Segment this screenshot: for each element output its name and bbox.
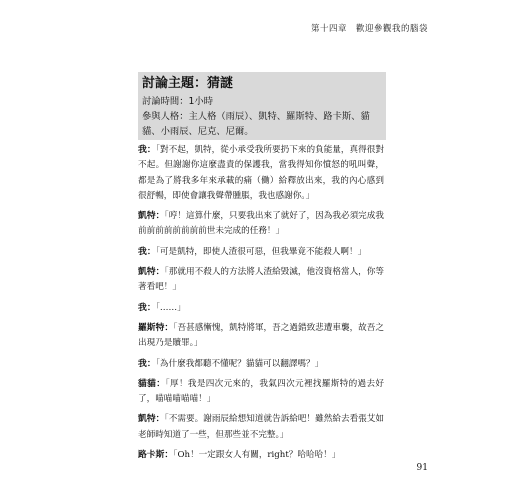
- dialogue-body: [138, 143, 384, 468]
- speech-text: 「……」: [155, 302, 186, 313]
- dialogue-line: [138, 357, 384, 372]
- speech-text: 「不需要。謝雨辰給想知道就告訴給吧！雖然給去看張艾如老師時知道了一些，但那些並不完整。」: [138, 414, 384, 440]
- speech-text: 「對不起，凱特，從小承受我所要扔下來的負能量，真得很對不起。但謝謝你這麼盡責的保護我，當我得知你憤怒的吼叫聲，都是為了將我多年來承載的痛（働）給釋放出來，我的內心感到很舒暢，即使會讓我聲帶腫脹，我也感謝你。」: [138, 145, 384, 201]
- speaker-colon: ：: [146, 145, 156, 155]
- topic-title: 討論主題：猜謎: [142, 76, 234, 91]
- dialogue-line: [138, 209, 384, 240]
- speaker-colon: ：: [155, 211, 165, 222]
- speech-text: 「吾甚感慚愧，凱特將軍，吾之過錯致悲遭車襲，故吾之出現乃是贖罪。」: [138, 322, 384, 349]
- speaker-colon: ：: [146, 246, 156, 257]
- dialogue-line: [138, 321, 384, 352]
- speaker-name: 羅斯特: [138, 322, 165, 333]
- speaker-colon: ：: [164, 322, 174, 333]
- discussion-topic-box: [138, 72, 386, 140]
- speech-text: 「哼！這算什麼，只要我出來了就好了，因為我必須完成我前前前前前前前前世未完成的任務！」: [138, 211, 384, 237]
- speaker-colon: ：: [155, 414, 165, 425]
- speech-text: 「Oh！一定跟女人有關，right？哈哈哈！」: [173, 450, 341, 461]
- speaker-colon: ：: [146, 358, 156, 369]
- dialogue-line: [138, 265, 384, 296]
- speaker-colon: ：: [156, 378, 166, 389]
- speaker-name: 我: [138, 246, 147, 257]
- speaker-name: 凱特: [138, 211, 156, 222]
- dialogue-line: [138, 143, 384, 204]
- speaker-name: 我: [138, 358, 147, 369]
- participants: 參與人格：主人格（雨辰）、凱特、羅斯特、路卡斯、貓貓、小雨辰、尼克、尼爾。: [142, 111, 370, 137]
- dialogue-line: [138, 377, 384, 408]
- speaker-name: 貓貓: [138, 378, 157, 389]
- speech-text: 「為什麼我都聽不懂呢？貓貓可以翻譯嗎？」: [155, 358, 324, 369]
- speaker-name: 我: [138, 145, 147, 155]
- speaker-colon: ：: [155, 267, 165, 278]
- speaker-name: 凱特: [138, 414, 156, 425]
- running-header: 第十四章 歡迎參觀我的腦袋: [310, 24, 428, 34]
- speech-text: 「厚！我是四次元來的，我氣四次元裡找羅斯特的過去好了，喵喵喵喵喵！」: [138, 378, 384, 405]
- speaker-colon: ：: [146, 302, 156, 313]
- dialogue-line: [138, 412, 384, 443]
- page-number: 91: [416, 463, 428, 473]
- speaker-name: 凱特: [138, 267, 156, 278]
- speaker-name: 路卡斯: [138, 450, 165, 461]
- dialogue-line: [138, 448, 384, 463]
- speech-text: 「可是凱特，即使人渣很可惡，但我畢竟不能殺人啊！」: [155, 246, 367, 257]
- discussion-time: 討論時間：1小時: [142, 96, 213, 107]
- speech-text: 「那就用不殺人的方法將人渣給毀滅，他沒資格當人，你等著看吧！」: [138, 267, 384, 293]
- dialogue-line: [138, 301, 384, 316]
- speaker-colon: ：: [164, 450, 174, 461]
- speaker-name: 我: [138, 302, 147, 313]
- dialogue-line: [138, 245, 384, 260]
